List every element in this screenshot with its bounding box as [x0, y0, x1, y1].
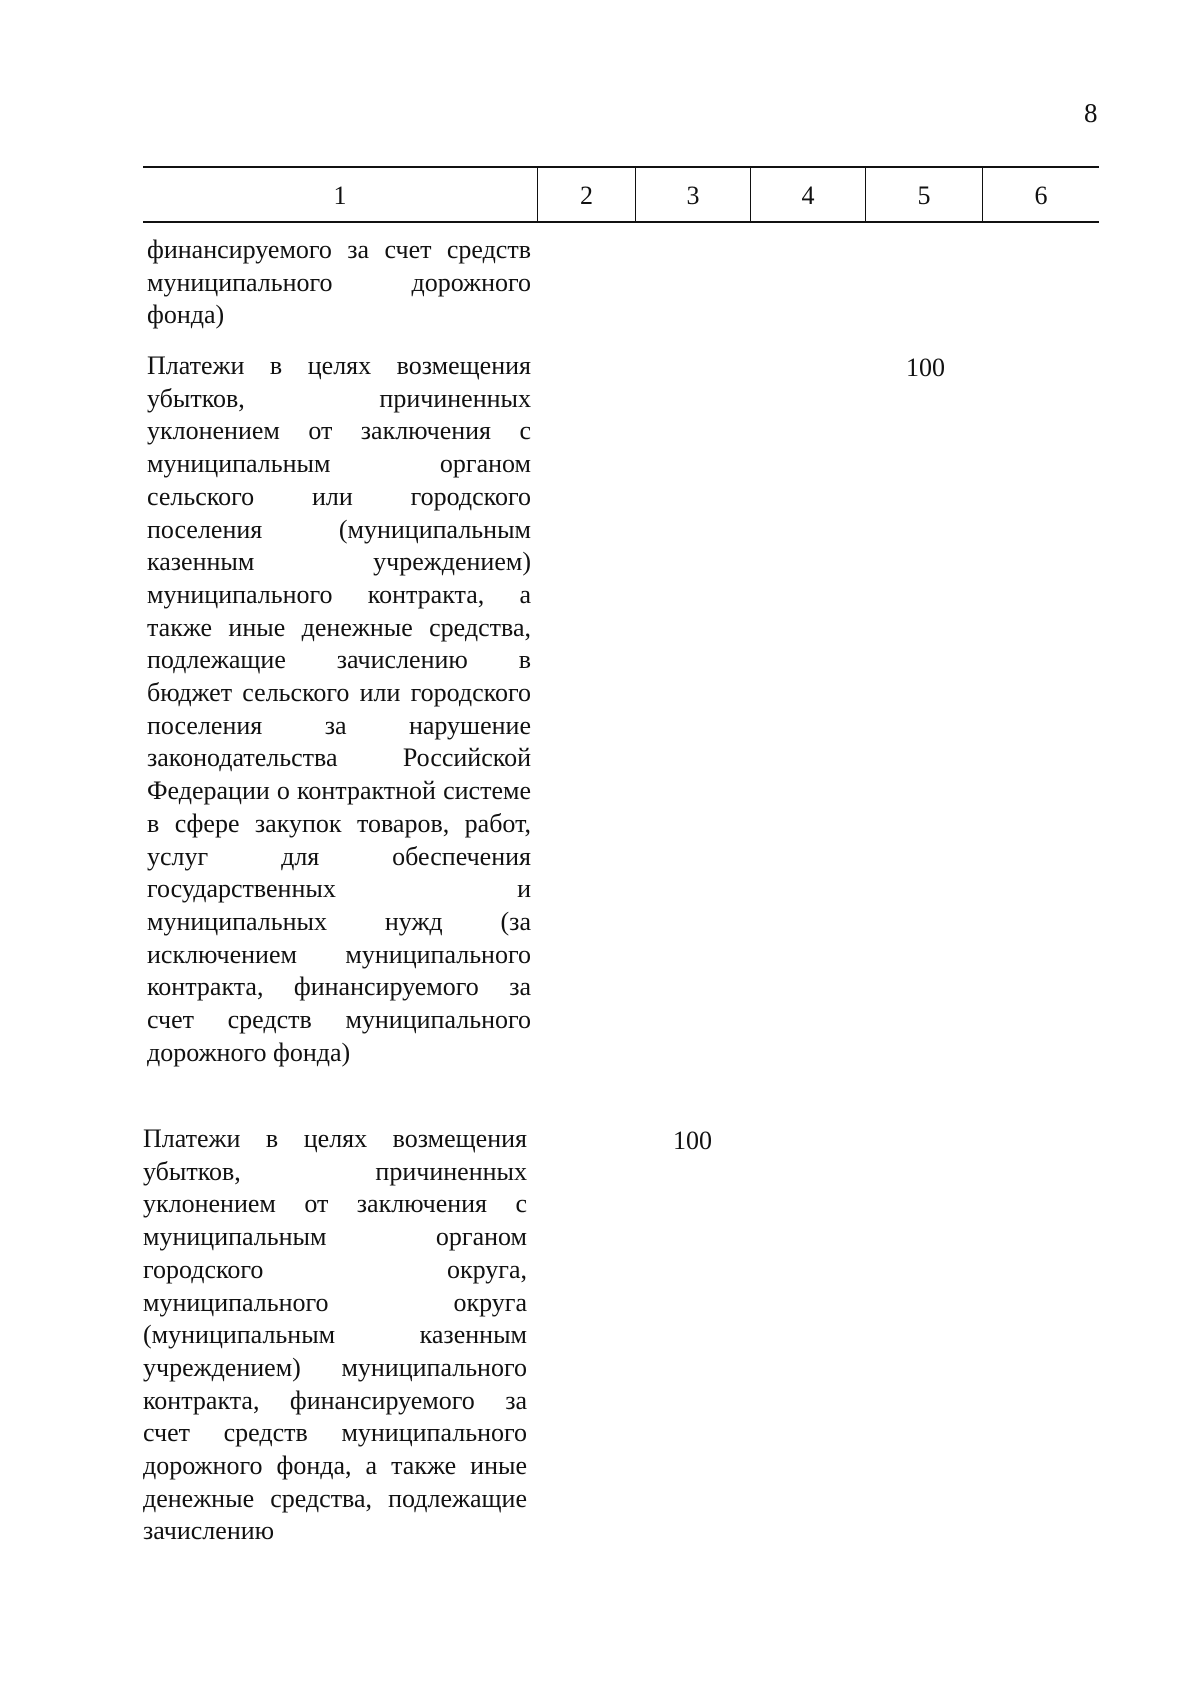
column-header-3: 3 — [635, 168, 750, 221]
column-header-6: 6 — [982, 168, 1099, 221]
column-header-1: 1 — [333, 180, 347, 210]
page-number: 8 — [1084, 98, 1098, 128]
column-header-5: 5 — [865, 168, 982, 221]
table-row-text: Платежи в целях возмещения убытков, причиненных уклонением от заключения с муниципальным органом городского округа, муниципального округа (муниципальным казенным учреждением) муниципального контракта, финансируемого за счет средств муниципального дорожного фонда, а также иные денежные средства, подлежащие зачислению — [143, 1124, 527, 1546]
table-row-text: финансируемого за счет средств муниципального дорожного фонда) — [147, 235, 531, 330]
table-row-value: 100 — [673, 1126, 712, 1155]
table-row-value: 100 — [906, 353, 945, 382]
table-row-text: Платежи в целях возмещения убытков, причиненных уклонением от заключения с муниципальным органом сельского или городского поселения (муниципальным казенным учреждением) муниципального контракта, а также иные денежные средства, подлежащие зачислению в бюджет сельского или городского поселения за нарушение законодательства Российской Федерации о контрактной системе в сфере закупок товаров, работ, услуг для обеспечения государственных и муниципальных нужд (за исключением муниципального контракта, финансируемого за счет средств муниципального дорожного фонда) — [147, 351, 531, 1067]
column-header-4: 4 — [750, 168, 865, 221]
table-header — [143, 166, 1099, 223]
column-header-2: 2 — [537, 168, 635, 221]
